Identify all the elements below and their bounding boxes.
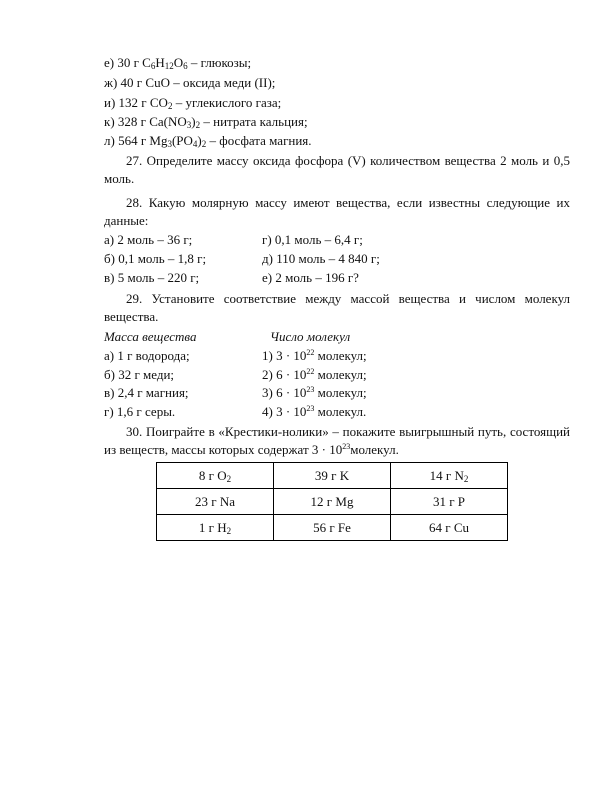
tic-tac-toe-grid	[156, 462, 508, 541]
grid-cell[interactable]: 1 г $H_2$	[157, 515, 274, 541]
q29-right-1: 1) $3 \cdot 10^{22}$ молекул;	[262, 348, 367, 363]
item-i: и) 132 г $CO_2$ – углекислого газа;	[104, 95, 282, 111]
grid-cell[interactable]: 14 г $N_2$	[391, 463, 508, 489]
grid-row	[157, 463, 508, 489]
question-28: 28. Какую молярную массу имеют вещества, если известны следующие их данные:	[104, 195, 570, 228]
q28-item-d: д) 110 моль – 4 840 г;	[262, 251, 380, 266]
grid-cell[interactable]: 31 г P	[391, 489, 508, 515]
q29-right-4: 4) $3 \cdot 10^{23}$ молекул.	[262, 404, 367, 419]
q29-right-2: 2) $6 \cdot 10^{22}$ молекул;	[262, 367, 367, 382]
grid-cell[interactable]: 23 г Na	[157, 489, 274, 515]
q29-count-header: Число молекул	[270, 329, 351, 344]
item-e: е) 30 г $C_6H_{12}O_6$ – глюкозы;	[104, 55, 252, 71]
q29-right-3: 3) $6 \cdot 10^{23}$ молекул;	[262, 385, 367, 400]
item-l: л) 564 г $Mg_3(PO_4)_2$ – фосфата магния.	[104, 133, 312, 149]
grid-cell[interactable]: 56 г Fe	[274, 515, 391, 541]
q28-item-a: а) 2 моль – 36 г;	[104, 232, 193, 247]
q28-item-g: г) 0,1 моль – 6,4 г;	[262, 232, 363, 247]
item-k: к) 328 г $Ca(NO_3)_2$ – нитрата кальция;	[104, 114, 308, 130]
item-zh: ж) 40 г CuO – оксида меди (II);	[104, 75, 276, 90]
q28-item-v: в) 5 моль – 220 г;	[104, 270, 200, 285]
q28-item-b: б) 0,1 моль – 1,8 г;	[104, 251, 207, 266]
q29-left-g: г) 1,6 г серы.	[104, 404, 176, 419]
q29-mass-header: Масса вещества	[104, 329, 197, 344]
q28-item-e: е) 2 моль – 196 г?	[262, 270, 359, 285]
grid-cell[interactable]: 64 г Cu	[391, 515, 508, 541]
grid-cell[interactable]: 8 г $O_2$	[157, 463, 274, 489]
q29-left-a: а) 1 г водорода;	[104, 348, 190, 363]
grid-cell[interactable]: 12 г Mg	[274, 489, 391, 515]
question-30: 30. Поиграйте в «Крестики-нолики» – покажите выигрышный путь, состоящий из веществ, массы которых содержат $3 \cdot 10^{23}молекул$.	[104, 424, 570, 457]
grid-row	[157, 515, 508, 541]
question-29: 29. Установите соответствие между массой вещества и числом молекул вещества.	[104, 291, 570, 324]
grid-cell[interactable]: 39 г K	[274, 463, 391, 489]
q29-left-b: б) 32 г меди;	[104, 367, 175, 382]
grid-row	[157, 489, 508, 515]
question-27: 27. Определите массу оксида фосфора (V) количеством вещества 2 моль и 0,5 моль.	[104, 153, 570, 186]
q29-left-v: в) 2,4 г магния;	[104, 385, 189, 400]
